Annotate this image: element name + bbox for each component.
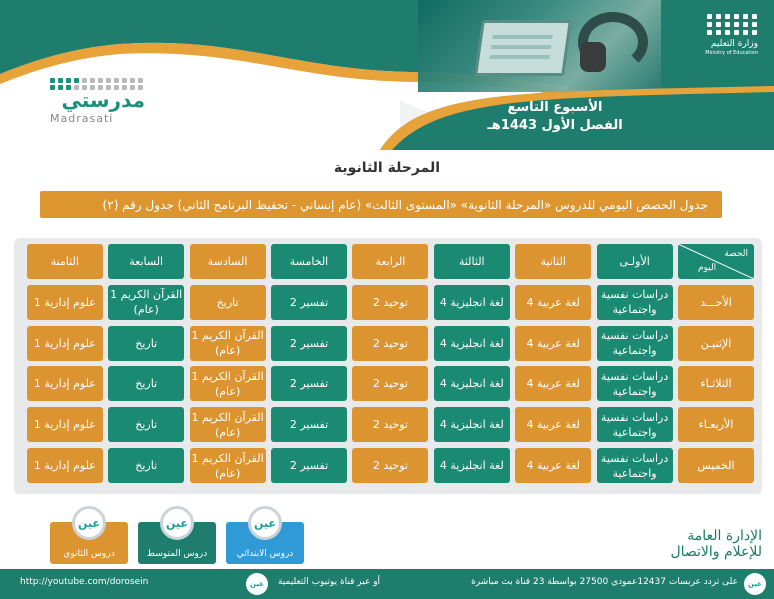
madrasati-logo-en: Madrasati <box>50 112 114 125</box>
schedule-table <box>14 238 762 494</box>
schedule-cell: توحيد 2 <box>352 326 428 361</box>
ministry-logo <box>692 14 758 56</box>
period-header: الثالثة <box>434 244 510 279</box>
period-header: السابعة <box>108 244 184 279</box>
ein-icon: عين <box>248 506 282 540</box>
footer-channels-text: على تردد عربسات 12437عمودي 27500 بواسطة 23 قناة بث مباشرة <box>471 577 738 587</box>
schedule-cell: تفسير 2 <box>271 366 347 401</box>
ministry-dots-icon <box>692 14 758 35</box>
ministry-name-en: Ministry of Education <box>705 50 758 56</box>
schedule-cell: علوم إدارية 1 <box>27 326 103 361</box>
badge-label: دروس الثانوي <box>63 549 115 559</box>
period-header: الخامسة <box>271 244 347 279</box>
schedule-cell: لغة عربية 4 <box>515 285 591 320</box>
ein-icon: عين <box>744 573 766 595</box>
schedule-cell: دراسات نفسية واجتماعية <box>597 366 673 401</box>
schedule-title: جدول الحصص اليومي للدروس «المرحلة الثانوية» «المستوى الثالث» (عام إنساني - تحفيظ البرنامج الثاني) جدول رقم (٢) <box>102 197 708 212</box>
week-info <box>470 100 640 133</box>
schedule-cell: توحيد 2 <box>352 407 428 442</box>
week-label: الأسبوع التاسع <box>507 100 603 115</box>
period-header: الثانية <box>515 244 591 279</box>
schedule-cell: دراسات نفسية واجتماعية <box>597 285 673 320</box>
footer-bar <box>0 569 774 599</box>
schedule-cell: توحيد 2 <box>352 448 428 483</box>
ministry-name-ar: وزارة التعليم <box>710 39 758 49</box>
schedule-cell: تفسير 2 <box>271 407 347 442</box>
badge-primary-lessons[interactable] <box>226 516 304 564</box>
schedule-cell: علوم إدارية 1 <box>27 448 103 483</box>
schedule-cell: تاريخ <box>190 285 266 320</box>
period-header: السادسة <box>190 244 266 279</box>
schedule-cell: القرآن الكريم 1 (عام) <box>190 448 266 483</box>
schedule-cell: دراسات نفسية واجتماعية <box>597 448 673 483</box>
schedule-cell: تفسير 2 <box>271 285 347 320</box>
footer-youtube-text: أو عبر قناة يوتيوب التعليمية <box>278 577 381 587</box>
header-wave-overlay <box>0 0 774 150</box>
schedule-cell: دراسات نفسية واجتماعية <box>597 407 673 442</box>
schedule-cell: لغة انجليزية 4 <box>434 326 510 361</box>
schedule-cell: القرآن الكريم 1 (عام) <box>190 366 266 401</box>
schedule-cell: لغة انجليزية 4 <box>434 285 510 320</box>
schedule-cell: القرآن الكريم 1 (عام) <box>108 285 184 320</box>
schedule-cell: لغة انجليزية 4 <box>434 407 510 442</box>
period-header: الثامنة <box>27 244 103 279</box>
badge-label: دروس الابتدائي <box>236 549 294 559</box>
schedule-cell: لغة عربية 4 <box>515 366 591 401</box>
schedule-cell: لغة انجليزية 4 <box>434 448 510 483</box>
schedule-cell: تفسير 2 <box>271 448 347 483</box>
day-label: الأربعـاء <box>678 407 754 442</box>
period-header: الأولـى <box>597 244 673 279</box>
youtube-link[interactable]: http://youtube.com/dorosein <box>20 577 149 587</box>
schedule-title-bar <box>40 191 722 218</box>
schedule-cell: تاريخ <box>108 366 184 401</box>
schedule-cell: علوم إدارية 1 <box>27 366 103 401</box>
schedule-cell: القرآن الكريم 1 (عام) <box>190 407 266 442</box>
table-corner-header <box>678 244 754 279</box>
day-label: الأحـــد <box>678 285 754 320</box>
schedule-cell: تاريخ <box>108 326 184 361</box>
schedule-cell: علوم إدارية 1 <box>27 285 103 320</box>
schedule-cell: لغة انجليزية 4 <box>434 366 510 401</box>
day-label: الثلاثـاء <box>678 366 754 401</box>
schedule-cell: دراسات نفسية واجتماعية <box>597 326 673 361</box>
schedule-cell: تاريخ <box>108 407 184 442</box>
schedule-cell: القرآن الكريم 1 (عام) <box>190 326 266 361</box>
day-label: الخميس <box>678 448 754 483</box>
schedule-cell: لغة عربية 4 <box>515 326 591 361</box>
corner-day-label: اليوم <box>698 263 717 273</box>
madrasati-logo <box>50 78 170 125</box>
badge-intermediate-lessons[interactable] <box>138 516 216 564</box>
department-logo: الإدارة العامة للإعلام والاتصال <box>670 528 762 560</box>
schedule-cell: تفسير 2 <box>271 326 347 361</box>
madrasati-logo-ar: مدرستي <box>61 88 145 112</box>
ein-icon: عين <box>72 506 106 540</box>
header-banner <box>0 0 774 150</box>
schedule-cell: علوم إدارية 1 <box>27 407 103 442</box>
stage-title: المرحلة الثانوية <box>333 160 441 176</box>
schedule-cell: تاريخ <box>108 448 184 483</box>
day-label: الإثنيـن <box>678 326 754 361</box>
schedule-cell: لغة عربية 4 <box>515 448 591 483</box>
schedule-cell: لغة عربية 4 <box>515 407 591 442</box>
schedule-cell: توحيد 2 <box>352 285 428 320</box>
ein-icon: عين <box>160 506 194 540</box>
badge-label: دروس المتوسط <box>146 549 208 559</box>
badge-secondary-lessons[interactable] <box>50 516 128 564</box>
semester-label: الفصل الأول 1443هـ <box>487 118 623 133</box>
schedule-cell: توحيد 2 <box>352 366 428 401</box>
period-header: الرابعة <box>352 244 428 279</box>
corner-period-label: الحصة <box>724 249 748 259</box>
ein-icon: عين <box>246 573 268 595</box>
